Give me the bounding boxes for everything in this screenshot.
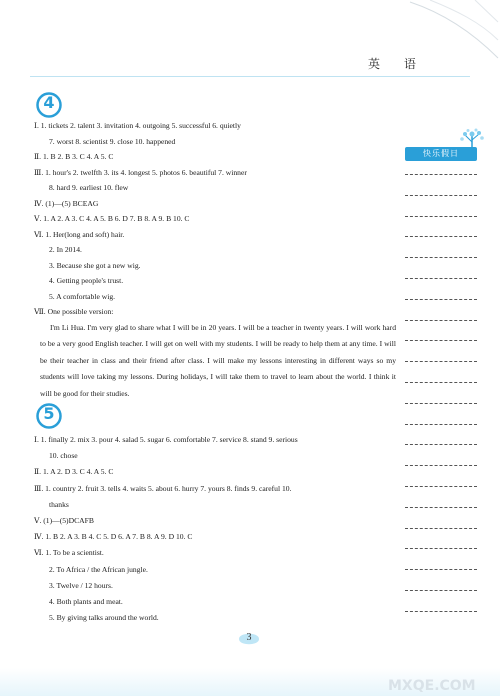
note-line (405, 320, 477, 321)
note-line (405, 195, 477, 196)
note-line (405, 590, 477, 591)
answer-line: Ⅶ. One possible version: (34, 307, 114, 316)
watermark-logo (380, 666, 500, 696)
note-line (405, 299, 477, 300)
answer-line: 3. Because she got a new wig. (49, 260, 141, 270)
answer-line: 4. Both plants and meat. (49, 597, 123, 607)
notes-tag: 快乐假日 (405, 147, 477, 161)
note-line (405, 403, 477, 404)
note-line (405, 424, 477, 425)
section-4-answers (34, 118, 396, 402)
note-line (405, 528, 477, 529)
note-line (405, 278, 477, 279)
page-number-text: 3 (246, 632, 252, 643)
note-line (405, 361, 477, 362)
note-line (405, 340, 477, 341)
answer-line: Ⅳ. (1)—(5) BCEAG (34, 198, 99, 208)
answer-line: Ⅰ. 1. finally 2. mix 3. pour 4. salad 5. sugar 6. comfortable 7. service 8. stand 9. serious (34, 435, 298, 444)
note-line (405, 465, 477, 466)
note-line (405, 569, 477, 570)
watermark-text: MXQE.COM (388, 678, 476, 694)
notes-sidebar (405, 130, 487, 630)
answer-line: 8. hard 9. earliest 10. flew (49, 183, 129, 192)
note-line (405, 486, 477, 487)
answer-line: 10. chose (49, 451, 78, 461)
answer-line: Ⅰ. 1. tickets 2. talent 3. invitation 4. outgoing 5. successful 6. quietly (34, 121, 241, 130)
note-line (405, 236, 477, 237)
note-line (405, 382, 477, 383)
note-line (405, 611, 477, 612)
answer-line: 2. In 2014. (49, 245, 82, 254)
answer-line: 7. worst 8. scientist 9. close 10. happened (49, 136, 176, 146)
answer-line: Ⅴ. (1)—(5)DCAFB (34, 516, 94, 526)
answer-line: Ⅴ. 1. A 2. A 3. C 4. A 5. B 6. D 7. B 8. A 9. B 10. C (34, 214, 190, 223)
section-5-answers (34, 432, 396, 626)
section-4-number: 4 (43, 93, 55, 112)
section-5-badge (36, 403, 62, 429)
answer-line: 5. A comfortable wig. (49, 291, 116, 301)
note-line (405, 507, 477, 508)
subject-title: 英 语 (368, 57, 426, 71)
answer-line: Ⅱ. 1. A 2. D 3. C 4. A 5. C (34, 467, 114, 477)
answer-line: thanks (49, 499, 69, 509)
answer-line: Ⅲ. 1. country 2. fruit 3. tells 4. waits 5. about 6. hurry 7. yours 8. finds 9. careful 10. (34, 483, 292, 493)
note-line (405, 444, 477, 445)
corner-decoration (380, 0, 500, 60)
note-line (405, 216, 477, 217)
essay-paragraph: I'm Li Hua. I'm very glad to share what I will be in 20 years. I will be a teacher in twenty years. I will work hard to be a very good English teacher. I will get on well with my students. I will be ready to help them at any time. I will be their teacher in class and their friend after class. I will make my lessons interesting in different ways so my students will love taking my lessons. During holidays, I will take them to travel to learn about the world. I think it will be good for their studies. (40, 322, 396, 398)
answer-line: 2. To Africa / the African jungle. (49, 564, 148, 574)
answer-line: 4. Getting people's trust. (49, 276, 124, 285)
answer-line: Ⅳ. 1. B 2. A 3. B 4. C 5. D 6. A 7. B 8. A 9. D 10. C (34, 532, 193, 542)
answer-line: Ⅱ. 1. B 2. B 3. C 4. A 5. C (34, 152, 114, 161)
note-line (405, 257, 477, 258)
answer-line: 3. Twelve / 12 hours. (49, 580, 113, 590)
note-line (405, 174, 477, 175)
answer-line: Ⅵ. 1. To be a scientist. (34, 548, 104, 558)
section-5-number: 5 (43, 404, 55, 423)
note-line (405, 548, 477, 549)
section-4-badge (36, 92, 62, 118)
answer-line: Ⅲ. 1. hour's 2. twelfth 3. its 4. longest 5. photos 6. beautiful 7. winner (34, 167, 247, 177)
answer-line: 5. By giving talks around the world. (49, 613, 159, 623)
answer-line: Ⅵ. 1. Her(long and soft) hair. (34, 229, 125, 239)
header-divider (30, 76, 470, 77)
page-number (236, 629, 262, 649)
